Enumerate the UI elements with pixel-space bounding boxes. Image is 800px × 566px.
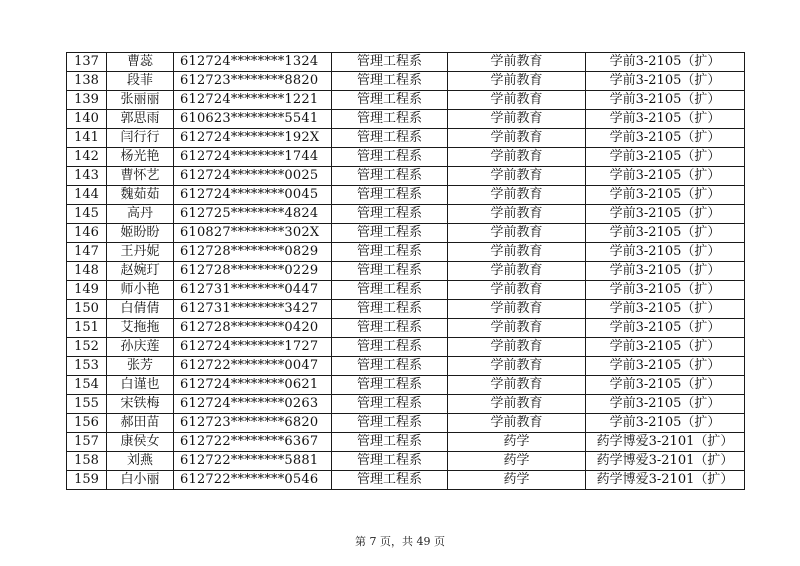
page-number-label: 第 7 页，共 49 页 [355, 535, 445, 548]
table-row [67, 91, 745, 110]
department-cell: 管理工程系 [332, 300, 448, 319]
department-cell: 管理工程系 [332, 471, 448, 490]
department-cell: 管理工程系 [332, 167, 448, 186]
row-number-cell: 145 [67, 205, 107, 224]
major-cell: 学前教育 [448, 205, 586, 224]
id-number-cell: 612728********0420 [174, 319, 332, 338]
row-number-cell: 153 [67, 357, 107, 376]
department-cell: 管理工程系 [332, 281, 448, 300]
class-cell: 学前3-2105（扩） [586, 167, 745, 186]
department-cell: 管理工程系 [332, 243, 448, 262]
id-number-cell: 612724********192X [174, 129, 332, 148]
class-cell: 学前3-2105（扩） [586, 186, 745, 205]
student-name-cell: 曹蕊 [107, 53, 174, 72]
table-row [67, 414, 745, 433]
department-cell: 管理工程系 [332, 414, 448, 433]
student-name-cell: 段菲 [107, 72, 174, 91]
class-cell: 学前3-2105（扩） [586, 243, 745, 262]
id-number-cell: 612722********6367 [174, 433, 332, 452]
id-number-cell: 612724********0263 [174, 395, 332, 414]
id-number-cell: 610827********302X [174, 224, 332, 243]
major-cell: 学前教育 [448, 281, 586, 300]
table-row [67, 243, 745, 262]
class-cell: 学前3-2105（扩） [586, 129, 745, 148]
id-number-cell: 612725********4824 [174, 205, 332, 224]
class-cell: 学前3-2105（扩） [586, 53, 745, 72]
row-number-cell: 157 [67, 433, 107, 452]
student-name-cell: 张芳 [107, 357, 174, 376]
department-cell: 管理工程系 [332, 72, 448, 91]
table-row [67, 205, 745, 224]
major-cell: 药学 [448, 452, 586, 471]
department-cell: 管理工程系 [332, 91, 448, 110]
id-number-cell: 612724********1744 [174, 148, 332, 167]
id-number-cell: 612724********0025 [174, 167, 332, 186]
major-cell: 药学 [448, 433, 586, 452]
row-number-cell: 139 [67, 91, 107, 110]
class-cell: 学前3-2105（扩） [586, 262, 745, 281]
department-cell: 管理工程系 [332, 148, 448, 167]
major-cell: 学前教育 [448, 414, 586, 433]
page-footer [0, 533, 800, 549]
student-name-cell: 姬盼盼 [107, 224, 174, 243]
department-cell: 管理工程系 [332, 338, 448, 357]
department-cell: 管理工程系 [332, 262, 448, 281]
table-row [67, 433, 745, 452]
id-number-cell: 612724********1324 [174, 53, 332, 72]
major-cell: 学前教育 [448, 338, 586, 357]
major-cell: 学前教育 [448, 395, 586, 414]
id-number-cell: 612731********3427 [174, 300, 332, 319]
id-number-cell: 612728********0829 [174, 243, 332, 262]
table-row [67, 167, 745, 186]
table-row [67, 53, 745, 72]
major-cell: 学前教育 [448, 110, 586, 129]
class-cell: 药学博爱3-2101（扩） [586, 433, 745, 452]
major-cell: 学前教育 [448, 243, 586, 262]
row-number-cell: 149 [67, 281, 107, 300]
student-name-cell: 白谨也 [107, 376, 174, 395]
row-number-cell: 147 [67, 243, 107, 262]
department-cell: 管理工程系 [332, 319, 448, 338]
table-row [67, 110, 745, 129]
student-name-cell: 郝田苗 [107, 414, 174, 433]
class-cell: 学前3-2105（扩） [586, 319, 745, 338]
student-roster-table [66, 52, 745, 490]
student-name-cell: 孙庆莲 [107, 338, 174, 357]
major-cell: 学前教育 [448, 262, 586, 281]
table-row [67, 319, 745, 338]
department-cell: 管理工程系 [332, 357, 448, 376]
major-cell: 学前教育 [448, 300, 586, 319]
class-cell: 学前3-2105（扩） [586, 357, 745, 376]
row-number-cell: 155 [67, 395, 107, 414]
student-name-cell: 刘燕 [107, 452, 174, 471]
table-row [67, 357, 745, 376]
row-number-cell: 156 [67, 414, 107, 433]
id-number-cell: 612723********6820 [174, 414, 332, 433]
id-number-cell: 612722********0546 [174, 471, 332, 490]
class-cell: 学前3-2105（扩） [586, 376, 745, 395]
class-cell: 学前3-2105（扩） [586, 110, 745, 129]
department-cell: 管理工程系 [332, 205, 448, 224]
class-cell: 药学博爱3-2101（扩） [586, 471, 745, 490]
major-cell: 学前教育 [448, 53, 586, 72]
id-number-cell: 610623********5541 [174, 110, 332, 129]
row-number-cell: 159 [67, 471, 107, 490]
department-cell: 管理工程系 [332, 129, 448, 148]
row-number-cell: 143 [67, 167, 107, 186]
major-cell: 药学 [448, 471, 586, 490]
id-number-cell: 612724********1727 [174, 338, 332, 357]
major-cell: 学前教育 [448, 91, 586, 110]
major-cell: 学前教育 [448, 319, 586, 338]
table-row [67, 300, 745, 319]
student-name-cell: 白倩倩 [107, 300, 174, 319]
student-name-cell: 曹怀艺 [107, 167, 174, 186]
row-number-cell: 151 [67, 319, 107, 338]
row-number-cell: 138 [67, 72, 107, 91]
department-cell: 管理工程系 [332, 395, 448, 414]
id-number-cell: 612722********0047 [174, 357, 332, 376]
row-number-cell: 142 [67, 148, 107, 167]
student-name-cell: 杨光艳 [107, 148, 174, 167]
class-cell: 学前3-2105（扩） [586, 91, 745, 110]
student-name-cell: 闫行行 [107, 129, 174, 148]
table-row [67, 395, 745, 414]
class-cell: 学前3-2105（扩） [586, 224, 745, 243]
major-cell: 学前教育 [448, 129, 586, 148]
student-name-cell: 白小丽 [107, 471, 174, 490]
row-number-cell: 158 [67, 452, 107, 471]
department-cell: 管理工程系 [332, 186, 448, 205]
department-cell: 管理工程系 [332, 376, 448, 395]
table-row [67, 148, 745, 167]
class-cell: 学前3-2105（扩） [586, 205, 745, 224]
table-row [67, 224, 745, 243]
class-cell: 药学博爱3-2101（扩） [586, 452, 745, 471]
table-row [67, 471, 745, 490]
student-name-cell: 宋铁梅 [107, 395, 174, 414]
department-cell: 管理工程系 [332, 110, 448, 129]
major-cell: 学前教育 [448, 72, 586, 91]
row-number-cell: 144 [67, 186, 107, 205]
table-row [67, 338, 745, 357]
row-number-cell: 148 [67, 262, 107, 281]
department-cell: 管理工程系 [332, 433, 448, 452]
student-name-cell: 师小艳 [107, 281, 174, 300]
major-cell: 学前教育 [448, 167, 586, 186]
table-row [67, 376, 745, 395]
id-number-cell: 612724********0621 [174, 376, 332, 395]
class-cell: 学前3-2105（扩） [586, 148, 745, 167]
table-row [67, 452, 745, 471]
id-number-cell: 612728********0229 [174, 262, 332, 281]
major-cell: 学前教育 [448, 186, 586, 205]
student-name-cell: 艾拖拖 [107, 319, 174, 338]
student-name-cell: 康侯女 [107, 433, 174, 452]
table-row [67, 186, 745, 205]
department-cell: 管理工程系 [332, 452, 448, 471]
row-number-cell: 137 [67, 53, 107, 72]
row-number-cell: 152 [67, 338, 107, 357]
department-cell: 管理工程系 [332, 53, 448, 72]
student-name-cell: 王丹妮 [107, 243, 174, 262]
class-cell: 学前3-2105（扩） [586, 338, 745, 357]
student-name-cell: 魏茹茹 [107, 186, 174, 205]
major-cell: 学前教育 [448, 224, 586, 243]
row-number-cell: 150 [67, 300, 107, 319]
table-row [67, 72, 745, 91]
id-number-cell: 612722********5881 [174, 452, 332, 471]
row-number-cell: 141 [67, 129, 107, 148]
roster-table-body [67, 53, 745, 490]
student-name-cell: 张丽丽 [107, 91, 174, 110]
table-row [67, 129, 745, 148]
student-name-cell: 赵婉玎 [107, 262, 174, 281]
class-cell: 学前3-2105（扩） [586, 414, 745, 433]
class-cell: 学前3-2105（扩） [586, 281, 745, 300]
student-name-cell: 郭思雨 [107, 110, 174, 129]
row-number-cell: 140 [67, 110, 107, 129]
class-cell: 学前3-2105（扩） [586, 72, 745, 91]
id-number-cell: 612731********0447 [174, 281, 332, 300]
table-row [67, 262, 745, 281]
id-number-cell: 612724********1221 [174, 91, 332, 110]
department-cell: 管理工程系 [332, 224, 448, 243]
class-cell: 学前3-2105（扩） [586, 395, 745, 414]
major-cell: 学前教育 [448, 148, 586, 167]
class-cell: 学前3-2105（扩） [586, 300, 745, 319]
student-name-cell: 高丹 [107, 205, 174, 224]
table-row [67, 281, 745, 300]
row-number-cell: 146 [67, 224, 107, 243]
major-cell: 学前教育 [448, 357, 586, 376]
id-number-cell: 612723********8820 [174, 72, 332, 91]
row-number-cell: 154 [67, 376, 107, 395]
id-number-cell: 612724********0045 [174, 186, 332, 205]
major-cell: 学前教育 [448, 376, 586, 395]
